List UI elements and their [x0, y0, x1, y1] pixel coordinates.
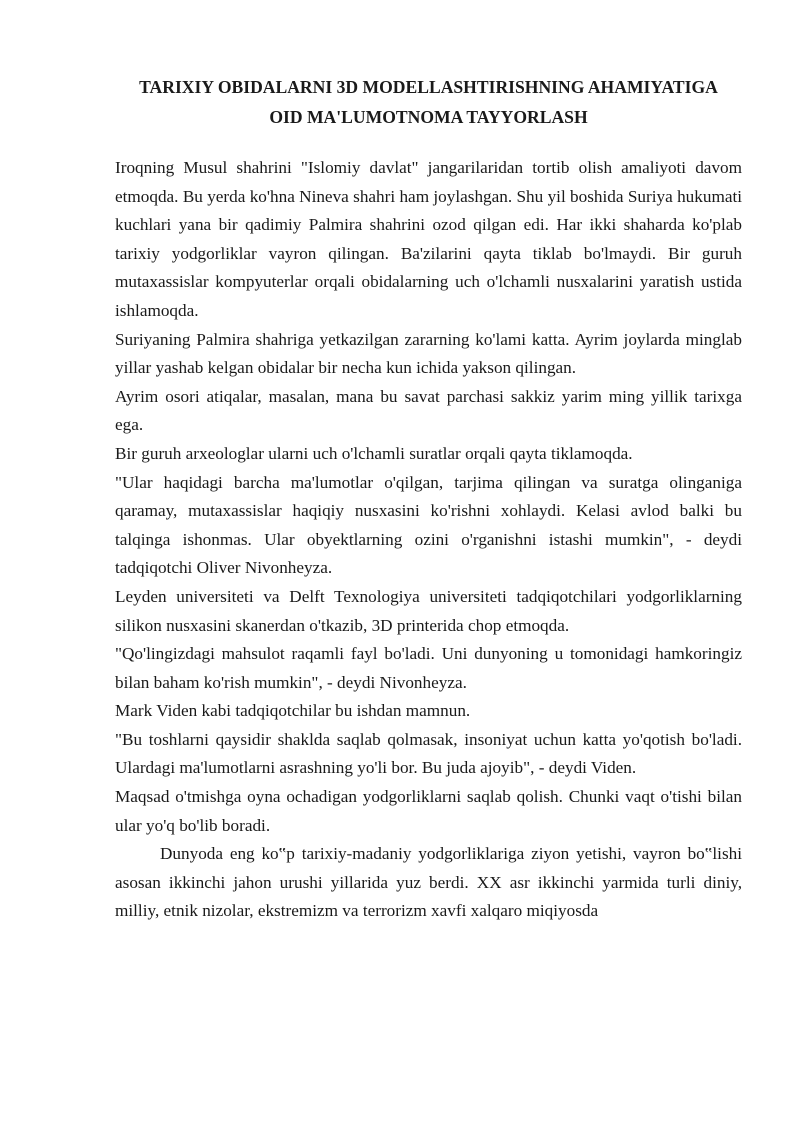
title-line-2: OID MA'LUMOTNOMA TAYYORLASH [269, 107, 588, 127]
paragraph-7: "Qo'lingizdagi mahsulot raqamli fayl bo'ladi. Uni dunyoning u tomonidagi hamkoringiz bilan baham ko'rish mumkin", - deydi Nivonheyza. [115, 644, 742, 692]
paragraph-2: Suriyaning Palmira shahriga yetkazilgan zararning ko'lami katta. Ayrim joylarda minglab yillar yashab kelgan obidalar bir necha kun ichida yakson qilingan. [115, 329, 742, 378]
paragraph-4: Bir guruh arxeologlar ularni uch o'lchamli suratlar orqali qayta tiklamoqda. [115, 443, 633, 463]
paragraph-11: Dunyoda eng ko‟p tarixiy-madaniy yodgorliklariga ziyon yetishi, vayron bo‟lishi asosan ikkinchi jahon urushi yillarida yuz berdi. XX asr ikkinchi yarmida turli diniy, milliy, etnik nizolar, ekstremizm va terrorizm xavfi xalqaro miqiyosda [115, 844, 742, 921]
paragraph-3: Ayrim osori atiqalar, masalan, mana bu savat parchasi sakkiz yarim ming yillik tarixga ega. [115, 386, 742, 435]
document-title [115, 72, 742, 132]
paragraph-10: Maqsad o'tmishga oyna ochadigan yodgorliklarni saqlab qolish. Chunki vaqt o'tishi bilan ular yo'q bo'lib boradi. [115, 787, 742, 835]
document-page [115, 72, 742, 926]
paragraph-6: Leyden universiteti va Delft Texnologiya universiteti tadqiqotchilari yodgorliklarning silikon nusxasini skanerdan o'tkazib, 3D printerida chop etmoqda. [115, 586, 742, 635]
paragraph-5: "Ular haqidagi barcha ma'lumotlar o'qilgan, tarjima qilingan va suratga olinganiga qaramay, mutaxassislar haqiqiy nusxasini ko'rishni xohlaydi. Kelasi avlod balki bu talqinga ishonmas. Ular obyektlarning ozini o'rganishni istashi mumkin", - deydi tadqiqotchi Oliver Nivonheyza. [115, 472, 742, 578]
paragraph-1: Iroqning Musul shahrini "Islomiy davlat" jangarilaridan tortib olish amaliyoti davom etmoqda. Bu yerda ko'hna Nineva shahri ham joylashgan. Shu yil boshida Suriya hukumati kuchlari yana bir qadimiy Palmira shahrini ozod qilgan edi. Har ikki shaharda ko'plab tarixiy yodgorliklar vayron qilingan. Ba'zilarini qayta tiklab bo'lmaydi. Bir guruh mutaxassislar kompyuterlar orqali obidalarning uch o'lchamli nusxalarini yaratish ustida ishlamoqda. [115, 158, 742, 320]
title-line-1: TARIXIY OBIDALARNI 3D MODELLASHTIRISHNING AHAMIYATIGA [139, 77, 718, 97]
paragraph-8: Mark Viden kabi tadqiqotchilar bu ishdan mamnun. [115, 701, 471, 721]
paragraph-9: "Bu toshlarni qaysidir shaklda saqlab qolmasak, insoniyat uchun katta yo'qotish bo'ladi. Ulardagi ma'lumotlarni asrashning yo'li bor. Bu juda ajoyib", - deydi Viden. [115, 729, 742, 778]
